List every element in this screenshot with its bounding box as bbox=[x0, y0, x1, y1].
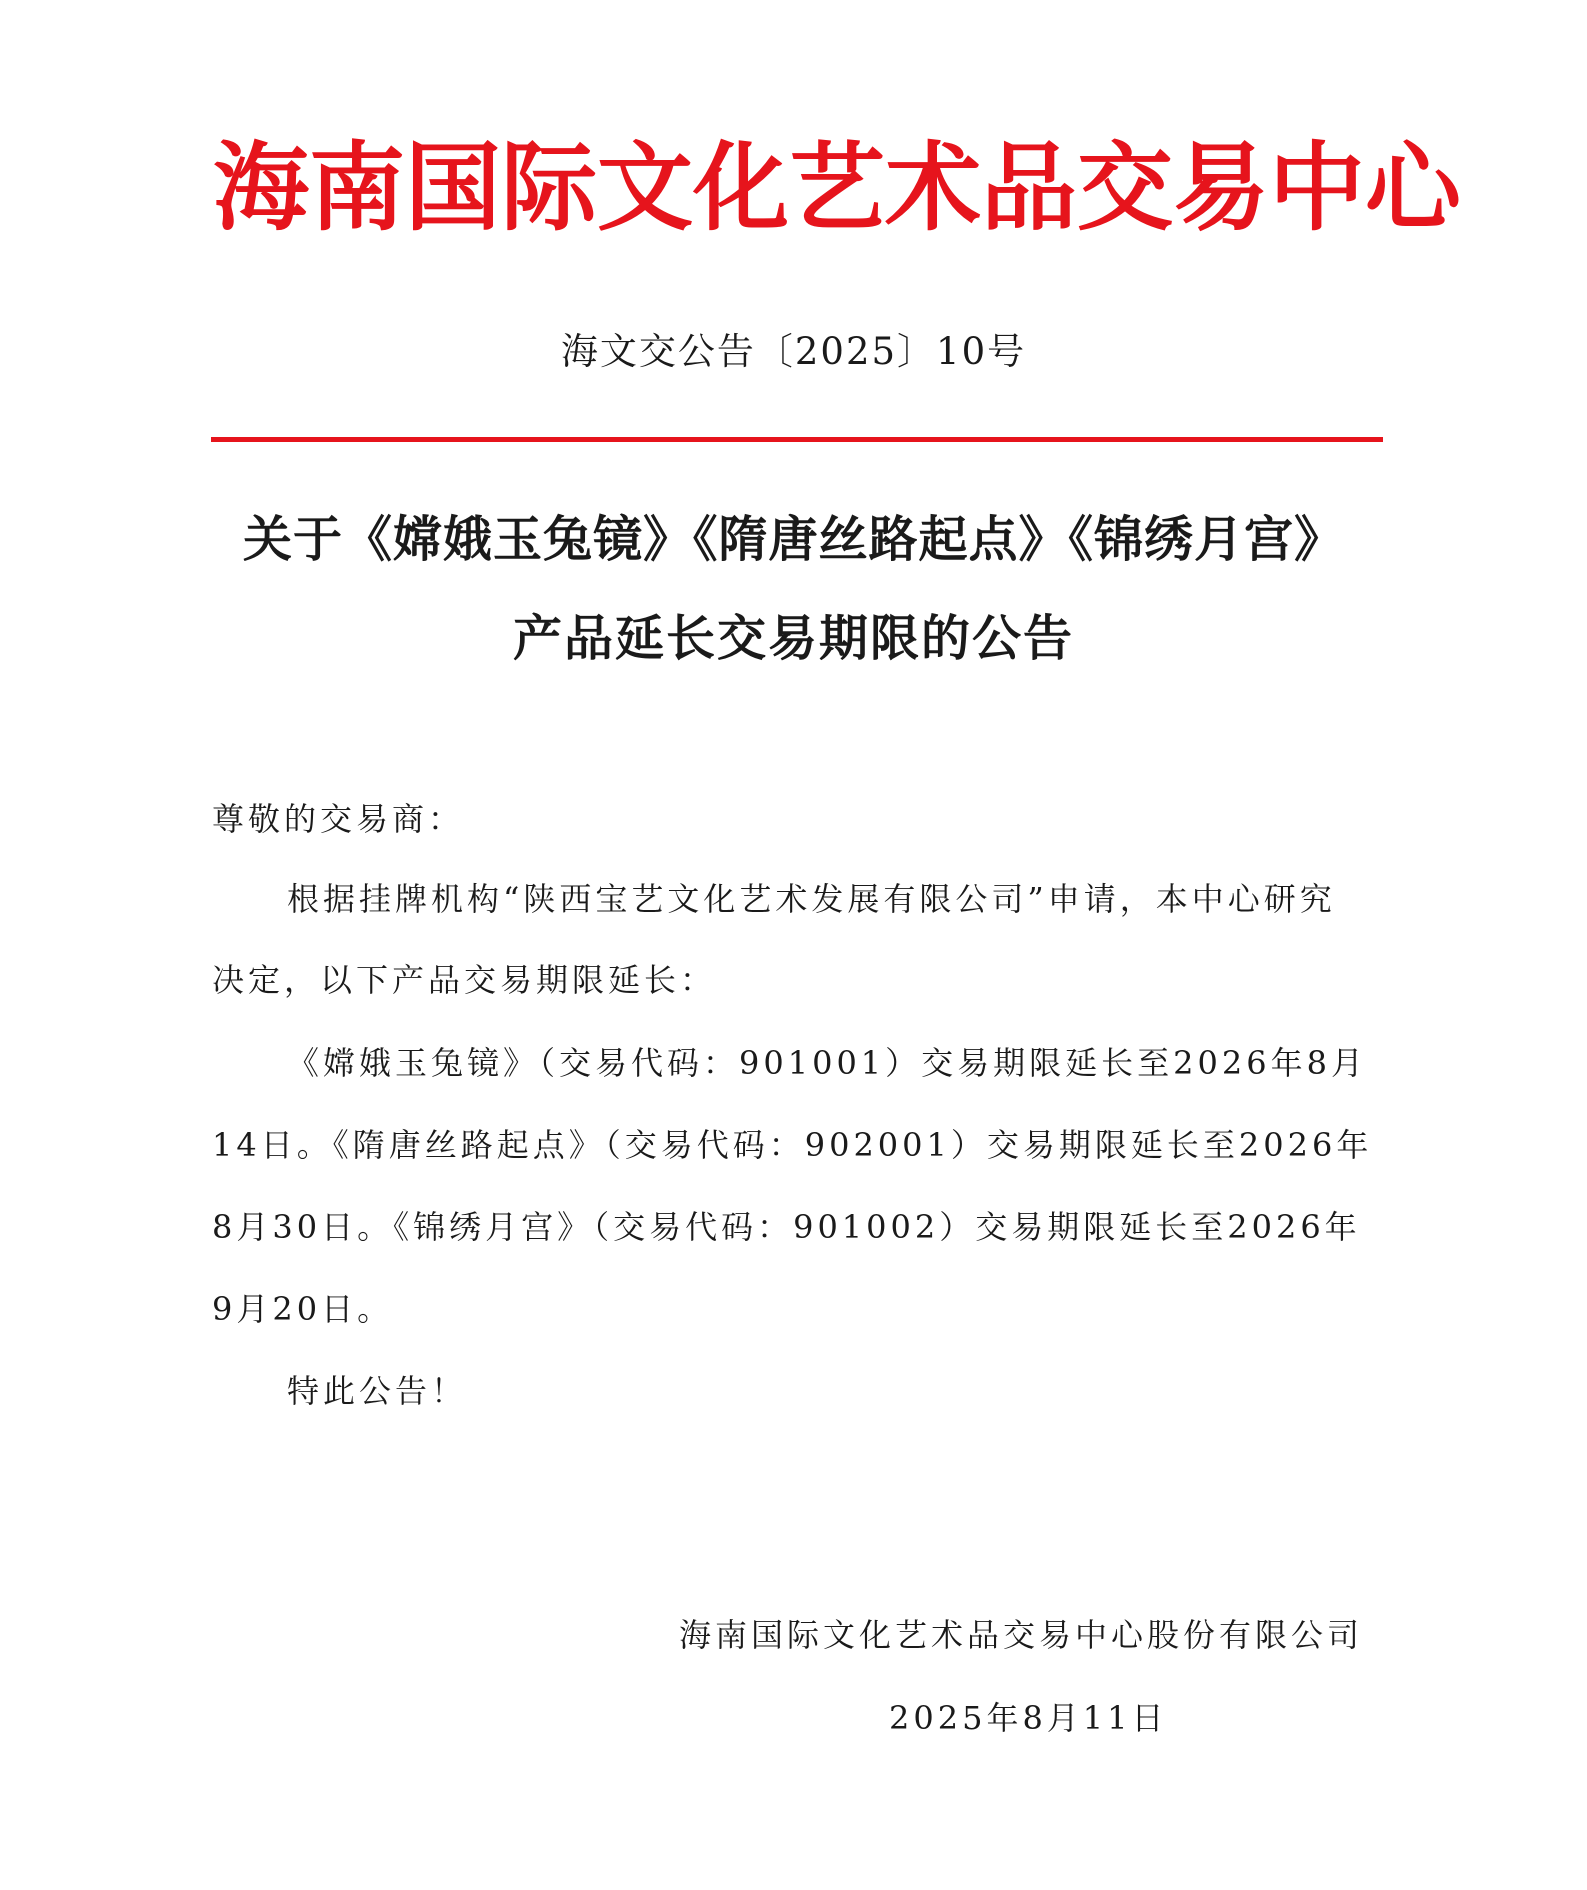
salutation: 尊敬的交易商： bbox=[212, 800, 465, 838]
masthead-char: 中 bbox=[1269, 131, 1365, 244]
document-number: 海文交公告〔2025〕10号 bbox=[560, 330, 1027, 373]
paragraph-1-line-1: 根据挂牌机构“陕西宝艺文化艺术发展有限公司”申请，本中心研究 bbox=[287, 880, 1336, 918]
masthead-title bbox=[213, 128, 1461, 248]
masthead-char: 海 bbox=[213, 131, 309, 244]
paragraph-1-line-2: 决定，以下产品交易期限延长： bbox=[212, 961, 717, 999]
masthead-char: 艺 bbox=[789, 131, 885, 244]
masthead-char: 交 bbox=[1077, 131, 1173, 244]
closing-line: 特此公告！ bbox=[287, 1372, 468, 1410]
masthead-char: 易 bbox=[1173, 131, 1269, 244]
masthead-char: 心 bbox=[1365, 131, 1461, 244]
masthead-char: 南 bbox=[309, 131, 405, 244]
paragraph-2-line-4: 9月20日。 bbox=[212, 1290, 394, 1328]
masthead-char: 术 bbox=[885, 131, 981, 244]
masthead-char: 品 bbox=[981, 131, 1077, 244]
paragraph-2-line-3: 8月30日。《锦绣月宫》（交易代码：901002）交易期限延长至2026年 bbox=[212, 1208, 1361, 1246]
masthead-char: 化 bbox=[693, 131, 789, 244]
announcement-title-line-1: 关于《嫦娥玉兔镜》《隋唐丝路起点》《锦绣月宫》 bbox=[242, 511, 1344, 568]
signature-date: 2025年8月11日 bbox=[889, 1699, 1168, 1737]
masthead-char: 际 bbox=[501, 131, 597, 244]
signature-organization: 海南国际文化艺术品交易中心股份有限公司 bbox=[679, 1616, 1364, 1654]
announcement-title-line-2: 产品延长交易期限的公告 bbox=[512, 610, 1074, 667]
masthead-char: 国 bbox=[405, 131, 501, 244]
paragraph-2-line-1: 《嫦娥玉兔镜》（交易代码：901001）交易期限延长至2026年8月 bbox=[287, 1044, 1367, 1082]
paragraph-2-line-2: 14日。《隋唐丝路起点》（交易代码：902001）交易期限延长至2026年 bbox=[212, 1126, 1373, 1164]
red-divider-line bbox=[211, 437, 1383, 442]
masthead-char: 文 bbox=[597, 131, 693, 244]
